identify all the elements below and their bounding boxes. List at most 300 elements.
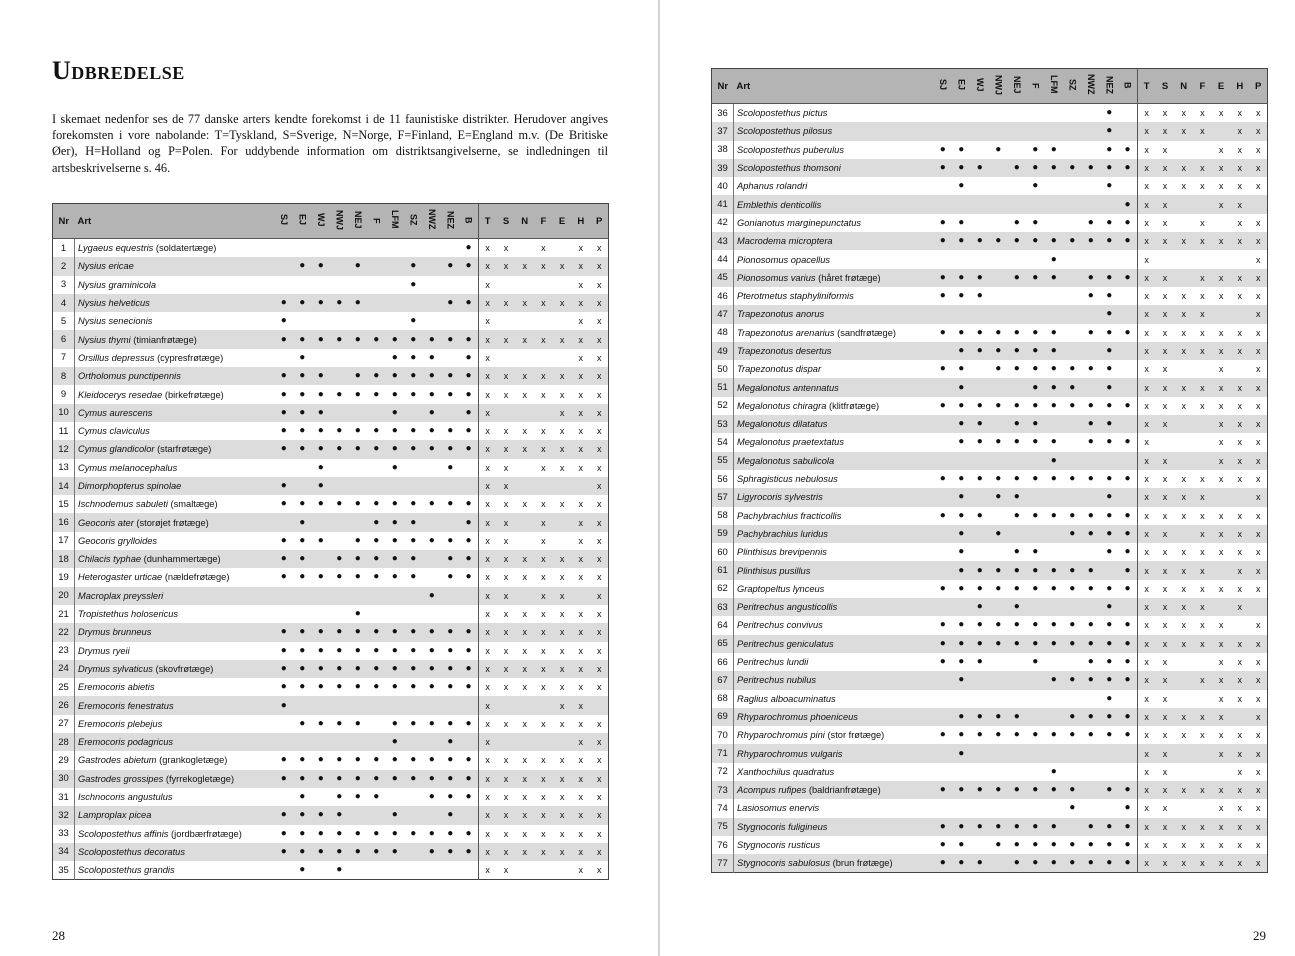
table-row (53, 861, 609, 880)
table-row (712, 781, 1268, 799)
district-cell (293, 276, 312, 294)
table-row (53, 623, 609, 641)
country-cell: x (541, 609, 546, 620)
district-cell (1082, 781, 1101, 799)
district-cell: ● (391, 425, 398, 437)
country-cell: x (1255, 547, 1261, 558)
district-cell: ● (386, 843, 405, 861)
district-cell (1008, 104, 1027, 123)
species-cell (734, 195, 934, 213)
country-cell (1174, 214, 1193, 232)
district-cell (404, 587, 423, 605)
district-cell: ● (989, 561, 1008, 579)
district-cell: ● (447, 827, 454, 839)
district-cell (293, 477, 312, 495)
district-cell: ● (447, 644, 454, 656)
country-cell (1212, 488, 1231, 506)
table-row (712, 159, 1268, 177)
district-cell: ● (1045, 452, 1064, 470)
country-cell: x (1200, 620, 1205, 631)
country-cell: x (478, 678, 497, 696)
district-cell (460, 276, 479, 294)
district-cell: ● (312, 843, 331, 861)
row-number: 19 (53, 568, 75, 586)
district-cell: ● (1045, 378, 1064, 396)
district-cell: ● (1008, 708, 1027, 726)
district-cell: ● (1119, 269, 1138, 287)
district-cell: ● (1087, 656, 1094, 668)
country-cell (1212, 305, 1231, 323)
country-cell: x (596, 682, 602, 693)
country-cell (497, 696, 516, 714)
country-cell: x (553, 330, 572, 348)
district-header (349, 204, 368, 239)
table-row (712, 195, 1268, 213)
common-name: (sandfrøtæge) (837, 327, 896, 338)
district-cell: ● (280, 534, 287, 546)
country-cell: x (1255, 693, 1261, 704)
district-cell (349, 404, 368, 422)
district-cell: ● (410, 827, 417, 839)
district-cell: ● (952, 781, 971, 799)
country-cell: x (1181, 327, 1186, 338)
table-row (53, 733, 609, 751)
country-cell: x (1212, 452, 1231, 470)
district-cell: ● (447, 498, 454, 510)
district-cell: ● (423, 843, 442, 861)
district-cell: ● (447, 791, 454, 803)
district-cell: ● (410, 534, 417, 546)
country-cell: x (1137, 177, 1156, 195)
country-cell: x (1230, 159, 1249, 177)
district-header (293, 204, 312, 239)
district-cell: ● (410, 754, 417, 766)
country-cell (1230, 305, 1249, 323)
species-cell (734, 214, 934, 232)
country-cell: x (1137, 141, 1156, 159)
district-cell (330, 477, 349, 495)
district-cell: ● (1032, 436, 1039, 448)
row-number: 18 (53, 550, 75, 568)
table-row (53, 550, 609, 568)
district-cell: ● (441, 733, 460, 751)
row-number: 16 (53, 513, 75, 531)
country-cell: x (478, 477, 497, 495)
country-cell: x (1255, 108, 1261, 119)
row-number: 3 (53, 276, 75, 294)
country-cell (515, 312, 534, 330)
country-cell: x (478, 495, 497, 513)
country-cell: x (553, 550, 572, 568)
country-cell: x (497, 806, 516, 824)
row-number: 33 (53, 825, 75, 843)
district-cell (1045, 287, 1064, 305)
species-name: Kleidocerys resedae (78, 389, 163, 400)
district-cell (330, 733, 349, 751)
district-cell: ● (386, 623, 405, 641)
district-cell: ● (428, 388, 435, 400)
country-cell (1212, 250, 1231, 268)
country-cell: x (1218, 657, 1224, 668)
table-row (53, 312, 609, 330)
species-name: Scolopostethus pilosus (737, 126, 833, 137)
district-cell: ● (1087, 839, 1094, 851)
country-cell: x (553, 294, 572, 312)
district-cell: ● (1045, 854, 1064, 873)
district-cell (952, 122, 971, 140)
country-cell: x (1230, 342, 1249, 360)
country-cell (1249, 598, 1268, 616)
district-cell (349, 239, 368, 258)
country-cell: x (515, 330, 534, 348)
species-cell (75, 257, 275, 275)
row-number: 10 (53, 404, 75, 422)
country-cell: x (1249, 159, 1268, 177)
country-cell: x (1230, 744, 1249, 762)
district-cell (1119, 690, 1138, 708)
country-cell: x (553, 623, 572, 641)
district-cell (330, 239, 349, 258)
common-name: (dunhammertæge) (143, 554, 221, 565)
district-cell (971, 305, 990, 323)
species-name: Scolopostethus thomsoni (737, 163, 841, 174)
district-cell: ● (428, 717, 435, 729)
district-cell: ● (1124, 399, 1131, 411)
district-cell (404, 788, 423, 806)
district-cell (367, 587, 386, 605)
table-row (712, 122, 1268, 140)
district-cell: ● (1087, 582, 1094, 594)
district-cell (1063, 122, 1082, 140)
district-cell: ● (1013, 363, 1020, 375)
district-cell (349, 312, 368, 330)
species-name: Lygaeus equestris (78, 243, 154, 254)
district-cell (1026, 690, 1045, 708)
country-cell: x (1218, 400, 1224, 411)
district-cell (934, 195, 953, 213)
country-cell: x (559, 462, 565, 473)
country-cell: x (522, 755, 527, 766)
table-row (53, 422, 609, 440)
district-header (971, 69, 990, 104)
species-name: Macrodema microptera (737, 236, 833, 247)
country-cell: x (578, 572, 584, 583)
country-cell: x (571, 367, 590, 385)
district-cell: ● (995, 363, 1002, 375)
district-cell (952, 763, 971, 781)
district-cell (971, 250, 990, 268)
district-cell: ● (391, 461, 398, 473)
table-row (53, 696, 609, 714)
country-cell: x (590, 440, 609, 458)
country-cell: x (1162, 400, 1168, 411)
country-cell: x (478, 642, 497, 660)
district-cell (1008, 653, 1027, 671)
row-number: 65 (712, 635, 734, 653)
district-cell: ● (958, 216, 965, 228)
district-cell: ● (1100, 232, 1119, 250)
district-cell (1063, 653, 1082, 671)
country-cell: x (1218, 181, 1224, 192)
country-cell (515, 349, 534, 367)
country-cell: x (1137, 305, 1156, 323)
country-cell: x (1218, 291, 1224, 302)
district-cell: ● (386, 513, 405, 531)
district-cell: ● (336, 571, 343, 583)
country-cell: x (541, 243, 546, 254)
species-cell (75, 440, 275, 458)
row-number: 47 (712, 305, 734, 323)
country-cell: x (1193, 122, 1212, 140)
country-cell: x (578, 792, 584, 803)
row-number: 76 (712, 836, 734, 854)
district-cell: ● (989, 708, 1008, 726)
district-cell (404, 459, 423, 477)
district-cell: ● (460, 513, 479, 531)
country-cell: x (1218, 547, 1224, 558)
district-cell: ● (989, 525, 1008, 543)
country-cell: x (1156, 488, 1175, 506)
district-cell (1119, 452, 1138, 470)
district-cell: ● (299, 644, 306, 656)
country-cell: x (596, 279, 602, 290)
species-name: Nysius thymi (78, 334, 131, 345)
species-cell (75, 422, 275, 440)
district-cell: ● (1087, 729, 1094, 741)
common-name: (grankogletæge) (159, 755, 228, 766)
district-cell: ● (1013, 216, 1020, 228)
district-cell (989, 104, 1008, 123)
district-cell: ● (1106, 399, 1113, 411)
country-cell: x (1162, 803, 1168, 814)
country-cell: x (1193, 818, 1212, 836)
species-name: Nysius graminicola (78, 279, 157, 290)
district-cell (367, 806, 386, 824)
district-cell (460, 861, 479, 880)
district-cell: ● (293, 513, 312, 531)
country-cell: x (1255, 291, 1261, 302)
country-cell: x (571, 843, 590, 861)
district-cell: ● (995, 143, 1002, 155)
district-cell: ● (1026, 781, 1045, 799)
row-number: 68 (712, 690, 734, 708)
country-cell: x (541, 645, 546, 656)
species-cell (734, 836, 934, 854)
row-number: 22 (53, 623, 75, 641)
district-cell: ● (410, 717, 417, 729)
district-cell: ● (971, 561, 990, 579)
district-cell: ● (971, 342, 990, 360)
species-cell (75, 770, 275, 788)
species-name: Nysius helveticus (78, 298, 150, 309)
district-cell (971, 104, 990, 123)
district-cell: ● (330, 770, 349, 788)
country-cell (1174, 653, 1193, 671)
district-cell: ● (293, 330, 312, 348)
district-cell (934, 488, 953, 506)
country-cell (1174, 141, 1193, 159)
district-cell: ● (1119, 159, 1138, 177)
row-number: 20 (53, 587, 75, 605)
country-cell: x (478, 660, 497, 678)
district-cell: ● (447, 681, 454, 693)
district-cell (934, 250, 953, 268)
country-header: H (1230, 69, 1249, 104)
district-cell: ● (299, 571, 306, 583)
row-number: 58 (712, 507, 734, 525)
district-cell: ● (1008, 635, 1027, 653)
district-cell (1119, 415, 1138, 433)
district-cell: ● (1013, 582, 1020, 594)
district-cell (386, 276, 405, 294)
district-cell: ● (1050, 729, 1057, 741)
district-cell (1063, 324, 1082, 342)
country-cell: x (1249, 488, 1268, 506)
row-number: 29 (53, 751, 75, 769)
row-number: 55 (712, 452, 734, 470)
country-cell: x (522, 645, 527, 656)
district-cell: ● (280, 571, 287, 583)
district-cell (404, 806, 423, 824)
district-cell: ● (1032, 473, 1039, 485)
district-cell: ● (971, 818, 990, 836)
district-cell (441, 477, 460, 495)
district-cell: ● (1124, 436, 1131, 448)
district-cell (349, 806, 368, 824)
district-cell: ● (1124, 582, 1131, 594)
district-cell: ● (1063, 708, 1082, 726)
district-cell: ● (423, 623, 442, 641)
country-cell: x (571, 513, 590, 531)
district-cell: ● (465, 498, 472, 510)
country-cell (553, 733, 572, 751)
table-row (712, 488, 1268, 506)
district-cell (971, 195, 990, 213)
species-cell (75, 276, 275, 294)
district-header-label: NWJ (993, 74, 1004, 95)
table-row (712, 836, 1268, 854)
country-cell: x (478, 825, 497, 843)
country-cell (497, 733, 516, 751)
district-cell: ● (336, 425, 343, 437)
district-cell (1119, 177, 1138, 195)
district-cell: ● (373, 681, 380, 693)
species-name: Drymus sylvaticus (78, 663, 153, 674)
country-cell: x (596, 426, 602, 437)
country-cell (1193, 433, 1212, 451)
country-cell: x (478, 696, 497, 714)
district-cell: ● (995, 582, 1002, 594)
district-cell: ● (367, 660, 386, 678)
district-cell: ● (1008, 781, 1027, 799)
row-number: 25 (53, 678, 75, 696)
country-cell: x (1181, 291, 1186, 302)
district-cell: ● (958, 546, 965, 558)
district-cell (367, 349, 386, 367)
country-cell: x (1174, 378, 1193, 396)
page-number-right: 29 (1253, 928, 1266, 943)
district-header (386, 204, 405, 239)
species-name: Scolopostethus decoratus (78, 846, 185, 857)
district-header (1082, 69, 1101, 104)
district-cell (1026, 598, 1045, 616)
district-cell: ● (317, 498, 324, 510)
country-cell: x (1212, 378, 1231, 396)
district-cell: ● (423, 404, 442, 422)
district-cell (1100, 452, 1119, 470)
district-cell: ● (391, 498, 398, 510)
country-cell: x (1137, 433, 1156, 451)
district-cell: ● (441, 660, 460, 678)
district-cell (971, 836, 990, 854)
district-cell: ● (280, 388, 287, 400)
country-cell: x (590, 404, 609, 422)
distribution-table-right (711, 68, 1268, 873)
country-header: F (534, 204, 553, 239)
country-cell: x (1200, 583, 1205, 594)
district-cell: ● (330, 330, 349, 348)
district-cell: ● (976, 290, 983, 302)
district-header-label: B (463, 217, 474, 224)
district-cell: ● (939, 399, 946, 411)
country-cell: x (590, 806, 609, 824)
row-number: 54 (712, 433, 734, 451)
species-name: Cymus aurescens (78, 407, 153, 418)
district-cell: ● (1032, 216, 1039, 228)
country-cell: x (1156, 195, 1175, 213)
species-name: Scolopostethus affinis (78, 828, 169, 839)
species-name: Stygnocoris sabulosus (737, 858, 831, 869)
species-name: Raglius alboacuminatus (737, 693, 836, 704)
district-cell (330, 587, 349, 605)
district-cell: ● (1119, 708, 1138, 726)
country-cell: x (478, 770, 497, 788)
country-cell: x (478, 349, 497, 367)
country-cell: x (1162, 620, 1168, 631)
country-cell (1193, 452, 1212, 470)
country-cell: x (497, 587, 516, 605)
district-cell: ● (1124, 729, 1131, 741)
district-cell: ● (952, 378, 971, 396)
table-row (712, 250, 1268, 268)
district-cell: ● (404, 623, 423, 641)
table-row (53, 806, 609, 824)
district-cell: ● (336, 498, 343, 510)
country-cell: x (478, 312, 497, 330)
district-cell: ● (299, 498, 306, 510)
species-cell (75, 825, 275, 843)
district-cell (1063, 452, 1082, 470)
district-cell (989, 690, 1008, 708)
country-cell: x (1193, 269, 1212, 287)
table-header (712, 69, 1268, 104)
district-cell (1082, 122, 1101, 140)
district-cell: ● (386, 550, 405, 568)
species-name: Megalonotus chiragra (737, 400, 827, 411)
district-cell: ● (312, 440, 331, 458)
district-cell (441, 861, 460, 880)
district-cell: ● (299, 864, 306, 876)
species-cell (734, 141, 934, 159)
district-cell (1045, 543, 1064, 561)
district-cell: ● (317, 388, 324, 400)
district-cell (1008, 177, 1027, 195)
district-cell: ● (1026, 854, 1045, 873)
district-cell (293, 312, 312, 330)
district-cell: ● (299, 717, 306, 729)
district-cell (1082, 799, 1101, 817)
district-cell: ● (428, 827, 435, 839)
